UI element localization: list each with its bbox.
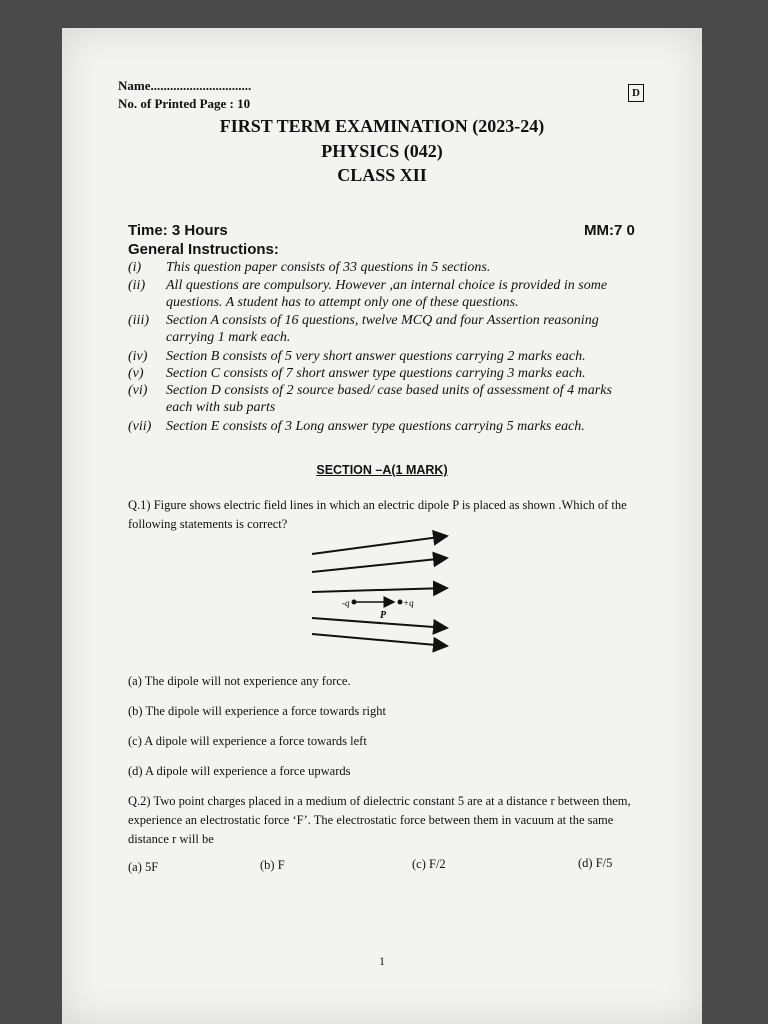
q2-option-b: (b) F bbox=[260, 858, 285, 872]
instruction-text: Section A consists of 16 questions, twelve MCQ and four Assertion reasoning carrying 1 mark each. bbox=[166, 313, 599, 345]
page-number: 1 bbox=[379, 954, 385, 968]
instruction-item bbox=[128, 382, 638, 415]
subject-title: PHYSICS (042) bbox=[321, 141, 443, 161]
field-line bbox=[312, 634, 447, 646]
instruction-item bbox=[128, 348, 638, 365]
exam-title: FIRST TERM EXAMINATION (2023-24) bbox=[219, 116, 545, 136]
q1-option-a: (a) The dipole will not experience any force. bbox=[128, 674, 351, 688]
printed-pages: No. of Printed Page : 10 bbox=[118, 96, 251, 111]
field-line bbox=[312, 588, 447, 592]
instruction-number: (iii) bbox=[128, 313, 149, 328]
negative-charge bbox=[352, 600, 357, 605]
instructions-heading: General Instructions: bbox=[128, 241, 279, 258]
question-2-text: Q.2) Two point charges placed in a medium of dielectric constant 5 are at a distance r between them, experience an electrostatic force ‘F’. The electrostatic force between them in vacuum at the same distance r will be bbox=[128, 794, 631, 846]
pos-charge-label: +q bbox=[403, 598, 414, 608]
instruction-item bbox=[128, 312, 638, 345]
instruction-text: This question paper consists of 33 questions in 5 sections. bbox=[166, 260, 491, 275]
field-lines-figure bbox=[302, 528, 462, 658]
q1-option-d: (d) A dipole will experience a force upwards bbox=[128, 764, 351, 778]
neg-charge-label: -q bbox=[342, 598, 350, 608]
instruction-text: Section E consists of 3 Long answer type questions carrying 5 marks each. bbox=[166, 419, 585, 434]
instruction-number: (vii) bbox=[128, 419, 152, 434]
question-1-text: Q.1) Figure shows electric field lines in which an electric dipole P is placed as shown .Which of the following statements is correct? bbox=[128, 498, 627, 531]
q2-option-a: (a) 5F bbox=[128, 860, 159, 874]
field-line bbox=[312, 558, 447, 572]
instruction-item bbox=[128, 277, 638, 310]
instruction-item bbox=[128, 259, 638, 276]
instruction-item bbox=[128, 418, 638, 435]
instruction-number: (ii) bbox=[128, 278, 146, 293]
instruction-text: Section D consists of 2 source based/ case based units of assessment of 4 marks each with sub parts bbox=[166, 383, 612, 415]
q2-option-d: (d) F/5 bbox=[578, 856, 613, 870]
instruction-text: Section B consists of 5 very short answer questions carrying 2 marks each. bbox=[166, 349, 586, 364]
max-marks: MM:7 0 bbox=[584, 222, 635, 239]
instruction-text: All questions are compulsory. However ,an internal choice is provided in some questions. A student has to attempt only one of these questions. bbox=[166, 278, 608, 310]
field-line bbox=[312, 536, 447, 554]
class-title: CLASS XII bbox=[337, 165, 427, 185]
q2-option-c: (c) F/2 bbox=[412, 857, 446, 871]
q1-option-c: (c) A dipole will experience a force towards left bbox=[128, 734, 367, 748]
instruction-number: (i) bbox=[128, 260, 142, 275]
instruction-number: (v) bbox=[128, 366, 144, 381]
name-line: Name............................... bbox=[118, 78, 252, 93]
q1-option-b: (b) The dipole will experience a force towards right bbox=[128, 704, 387, 718]
dipole-label: P bbox=[380, 610, 387, 621]
instruction-number: (vi) bbox=[128, 383, 148, 398]
positive-charge bbox=[398, 600, 403, 605]
section-a-heading: SECTION –A(1 MARK) bbox=[316, 463, 448, 477]
instruction-text: Section C consists of 7 short answer type questions carrying 3 marks each. bbox=[166, 366, 586, 381]
time-label: Time: 3 Hours bbox=[128, 222, 228, 239]
exam-page bbox=[62, 28, 702, 1024]
paper-code-box: D bbox=[628, 84, 644, 102]
instruction-number: (iv) bbox=[128, 349, 148, 364]
instruction-item bbox=[128, 365, 638, 382]
